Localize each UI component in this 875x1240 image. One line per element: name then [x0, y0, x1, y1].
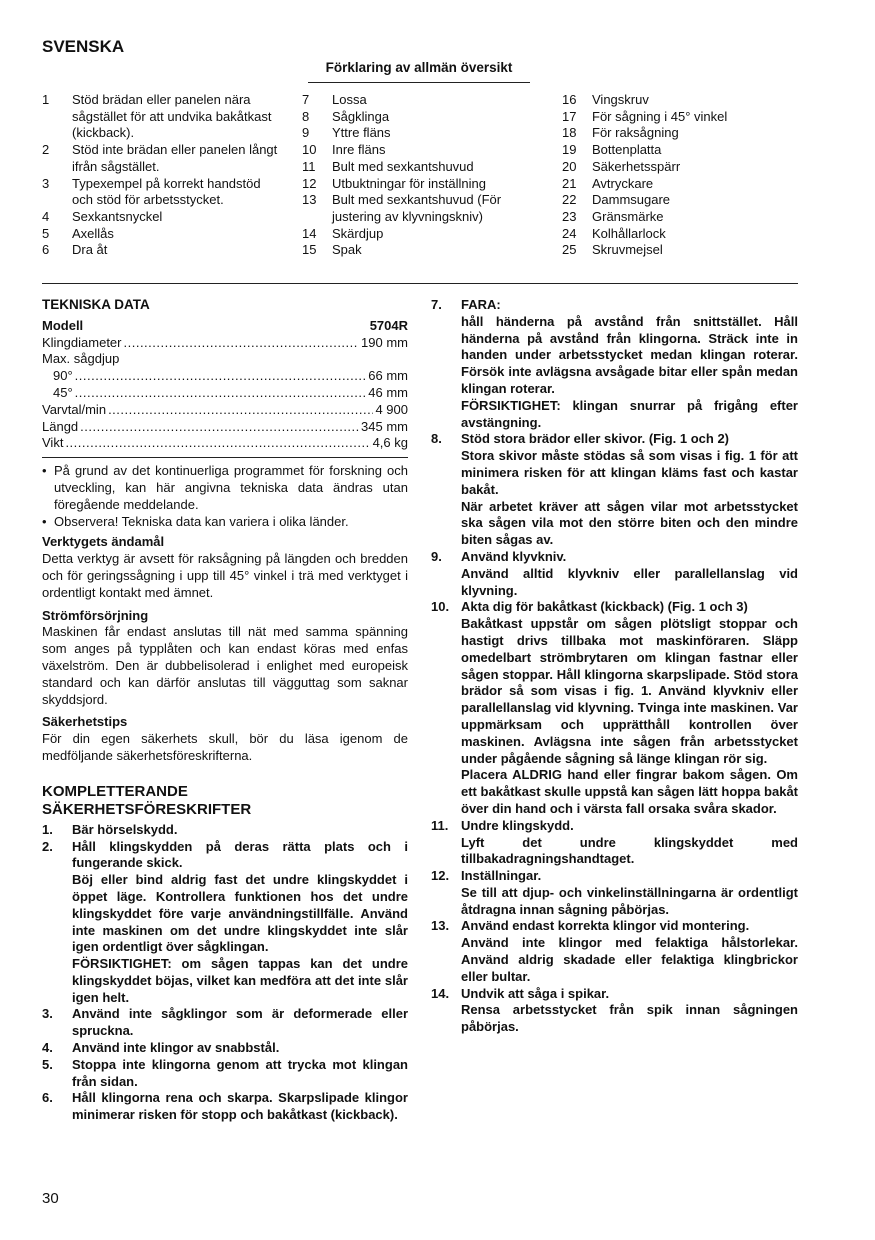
overview-item-text: Vingskruv — [592, 92, 649, 107]
spec-leader-dots — [75, 385, 367, 402]
overview-item — [302, 125, 547, 142]
safety-rule-body — [72, 822, 408, 839]
overview-item — [562, 142, 798, 159]
purpose-text: Detta verktyg är avsett för raksågning på längden och bredden och för geringssågning i upp till 45° vinkel i trä med verktyget i ordentligt kontakt med ämnet. — [42, 551, 408, 600]
safety-rule-number: 14. — [431, 985, 450, 1001]
safety-rule-body — [461, 549, 798, 599]
overview-item-number: 4 — [42, 208, 50, 224]
safety-rule-text: Undre klingskydd. — [461, 817, 574, 833]
overview-item-number: 23 — [562, 208, 577, 224]
safety-rule-body — [72, 1090, 408, 1124]
safety-rule-body — [72, 1006, 408, 1040]
safety-rule-body — [461, 818, 798, 868]
section-divider — [42, 283, 798, 284]
spec-value: 190 mm — [361, 334, 408, 350]
safety-rule-text: När arbetet kräver att sågen vilar mot arbetsstycket ska sågen vila mot den större biten och den mindre biten sågas av. — [461, 498, 798, 548]
safety-rule-text: Använd inte sågklingor som är deformerade eller spruckna. — [72, 1006, 408, 1039]
spec-row — [42, 435, 408, 452]
overview-item — [42, 209, 282, 226]
rules-list-left — [42, 822, 408, 1124]
spec-model-row — [42, 318, 408, 335]
safety-rule-text: Böj eller bind aldrig fast det undre klingskyddet i öppet läge. Kontrollera funktionen hos det undre klingskyddet före varje användningstillfälle. Använd inte maskinen om det undre klingskyddet inte slår igen ordentligt över sågklingan. — [72, 872, 408, 955]
overview-item — [302, 92, 547, 109]
overview-item-number: 19 — [562, 142, 577, 158]
overview-item-text: Axellås — [72, 225, 114, 241]
tech-data-heading: TEKNISKA DATA — [42, 297, 150, 312]
overview-item-text: Stöd inte brädan eller panelen långt ifrån sågstället. — [72, 142, 278, 174]
overview-item-number: 20 — [562, 158, 577, 174]
spec-label: Vikt — [42, 435, 64, 451]
overview-item — [562, 109, 798, 126]
overview-item — [42, 226, 282, 243]
overview-item-text: Inre fläns — [332, 142, 386, 158]
overview-item-number: 12 — [302, 175, 317, 191]
safety-rule-text: Akta dig för bakåtkast (kickback) (Fig. 1 och 3) — [461, 599, 748, 615]
safety-rule-number: 12. — [431, 868, 450, 884]
overview-item-text: Säkerhetsspärr — [592, 158, 681, 174]
safety-rule-text: Stoppa inte klingorna genom att trycka mot klingan från sidan. — [72, 1056, 408, 1089]
safety-rule — [431, 549, 798, 599]
safety-rule-text: Bakåtkast uppstår om sågen plötsligt stoppar och hastigt drivs tillbaka mot maskinföraren. Släpp omedelbart strömbrytaren om klingan fastnar eller sågen stoppar. Håll klingorna skarpslipade. Stöd stora brädor så som visas i fig. 1. Använd klyvkniv eller parallellanslag vid klyvning. Tvinga inte maskinen. Var uppmärksam och upprätthåll kontrollen över maskinen. Avlägsna inte sågen från arbetsstycket under pågående sågning så länge klingan rör sig. — [461, 616, 798, 766]
overview-item-text: Lossa — [332, 92, 367, 107]
overview-item-number: 11 — [302, 158, 316, 174]
overview-item-number: 8 — [302, 108, 310, 124]
safety-rule — [431, 818, 798, 868]
overview-item-number: 24 — [562, 225, 577, 241]
safety-rule — [431, 431, 798, 549]
left-column — [42, 297, 408, 1124]
spec-leader-dots — [65, 435, 370, 452]
bullet-icon: • — [42, 463, 47, 479]
safety-rule-text: Rensa arbetsstycket från spik innan sågningen påbörjas. — [461, 1002, 798, 1035]
spec-leader-dots — [80, 419, 359, 436]
safety-rule-body — [72, 839, 408, 1007]
safety-rule-number: 2. — [42, 838, 53, 854]
tech-note — [42, 463, 408, 513]
safety-rule-text: Stöd stora brädor eller skivor. (Fig. 1 och 2) — [461, 431, 730, 447]
overview-item-text: Spak — [332, 242, 362, 258]
overview-item-number: 25 — [562, 242, 577, 258]
safety-rule-text: Placera ALDRIG hand eller fingrar bakom sågen. Om ett bakåtkast skulle uppstå kan sågen lätt hoppa bakåt över din hand och i värsta fall orsaka svåra skador. — [461, 767, 798, 816]
safety-rule-text: Inställningar. — [461, 868, 542, 884]
overview-item-text: Dammsugare — [592, 192, 671, 208]
spec-value: 66 mm — [368, 368, 408, 384]
spec-value: 46 mm — [368, 384, 408, 400]
overview-item — [302, 109, 547, 126]
overview-item-text: Gränsmärke — [592, 208, 664, 224]
spec-leader-dots — [108, 402, 373, 419]
spec-value: 4,6 kg — [372, 435, 408, 451]
overview-column-3 — [562, 92, 798, 259]
overview-item — [562, 125, 798, 142]
overview-item-text: Bult med sexkantshuvud (För justering av klyvningskniv) — [332, 192, 502, 224]
overview-item — [302, 226, 547, 243]
overview-item-number: 10 — [302, 142, 317, 158]
safety-rule-text: Lyft det undre klingskyddet med tillbakadragningshandtaget. — [461, 834, 798, 867]
overview-item-text: Skruvmejsel — [592, 242, 663, 258]
overview-item — [302, 142, 547, 159]
overview-item-number: 14 — [302, 225, 317, 241]
purpose-heading: Verktygets ändamål — [42, 534, 165, 550]
spec-label: Längd — [42, 418, 79, 434]
overview-item — [562, 159, 798, 176]
right-column — [431, 297, 798, 1036]
safety-rule-body — [461, 918, 798, 985]
spec-row — [42, 419, 408, 436]
safety-rule-text: Använd alltid klyvkniv eller parallellanslag vid klyvning. — [461, 565, 798, 598]
overview-item-text: Bottenplatta — [592, 142, 662, 158]
tech-note-text: Observera! Tekniska data kan variera i olika länder. — [54, 513, 349, 529]
overview-item — [42, 142, 282, 175]
spec-label: 45° — [53, 384, 73, 400]
safety-rule — [431, 297, 798, 431]
safety-rule-text: Använd inte klingor av snabbstål. — [72, 1040, 280, 1056]
safety-rule — [431, 599, 798, 817]
safety-rule-number: 11. — [431, 817, 449, 833]
overview-item-number: 16 — [562, 92, 577, 107]
overview-item-text: Stöd brädan eller panelen nära sågstället för att undvika bakåtkast (kickback). — [72, 92, 272, 141]
overview-item — [302, 192, 547, 225]
safety-rule-text: FÖRSIKTIGHET: klingan snurrar på frigång efter avstängning. — [461, 397, 798, 430]
safety-rule-number: 6. — [42, 1090, 53, 1106]
safety-tips-heading: Säkerhetstips — [42, 714, 128, 730]
overview-item — [302, 159, 547, 176]
safety-rule-body — [72, 1057, 408, 1091]
safety-rule — [431, 918, 798, 985]
overview-item — [42, 176, 282, 209]
overview-item-number: 7 — [302, 92, 310, 107]
page-number: 30 — [42, 1190, 59, 1207]
safety-rule — [431, 986, 798, 1036]
safety-tips-text: För din egen säkerhets skull, bör du läsa igenom de medföljande säkerhetsföreskrifterna. — [42, 731, 408, 763]
spec-row — [42, 351, 408, 368]
overview-item — [42, 242, 282, 259]
overview-item-number: 22 — [562, 192, 577, 208]
safety-rule-number: 4. — [42, 1040, 53, 1056]
overview-item-text: Bult med sexkantshuvud — [332, 158, 474, 174]
safety-rule — [42, 1090, 408, 1124]
overview-item-text: Skärdjup — [332, 225, 384, 241]
safety-rule-text: FÖRSIKTIGHET: om sågen tappas kan det undre klingskyddet böjas, vilket kan medföra att det inte slår igen helt. — [72, 956, 408, 1005]
safety-rule-body — [461, 599, 798, 817]
overview-item-text: Dra åt — [72, 242, 108, 258]
rules-heading-line-1: KOMPLETTERANDE — [42, 782, 188, 800]
safety-rule — [42, 1057, 408, 1091]
overview-title: Förklaring av allmän översikt — [325, 60, 513, 75]
overview-item-number: 13 — [302, 192, 317, 208]
rules-list-right — [431, 297, 798, 1036]
overview-item-number: 15 — [302, 242, 317, 258]
spec-label: 90° — [53, 368, 73, 384]
spec-leader-dots — [75, 368, 367, 385]
tech-note-text: På grund av det kontinuerliga programmet för forskning och utveckling, kan här angivna tekniska data ändras utan föregående meddelande. — [54, 463, 408, 512]
safety-rule-text: Använd klyvkniv. — [461, 548, 567, 564]
spec-value: 4 900 — [375, 401, 408, 417]
spec-label: Varvtal/min — [42, 401, 107, 417]
safety-rule-number: 9. — [431, 548, 442, 564]
overview-item — [562, 226, 798, 243]
spec-leader-dots — [124, 335, 360, 352]
overview-item-number: 2 — [42, 142, 50, 158]
spec-label: Max. sågdjup — [42, 351, 120, 367]
overview-item-text: För raksågning — [592, 125, 679, 141]
safety-rule-body — [461, 868, 798, 918]
spec-row — [42, 385, 408, 402]
safety-rule-text: FARA: — [461, 297, 501, 312]
overview-item-text: Kolhållarlock — [592, 225, 666, 241]
overview-item-number: 21 — [562, 175, 577, 191]
safety-rule-number: 8. — [431, 431, 442, 447]
overview-item-number: 1 — [42, 92, 50, 107]
safety-rule-number: 10. — [431, 599, 450, 615]
language-heading: SVENSKA — [42, 37, 125, 56]
safety-rule-number: 7. — [431, 297, 442, 312]
safety-rule-number: 1. — [42, 821, 53, 837]
overview-item-text: Sexkantsnyckel — [72, 208, 163, 224]
safety-rule-text: Stora skivor måste stödas så som visas i fig. 1 för att minimera risken för att klingan kläms fast och kastar bakåt. — [461, 448, 798, 497]
overview-item-text: Avtryckare — [592, 175, 654, 191]
overview-column-2 — [302, 92, 547, 259]
tech-note — [42, 514, 408, 531]
overview-column-1 — [42, 92, 282, 259]
safety-rule-text: Håll klingorna rena och skarpa. Skarpslipade klingor minimerar risken för stopp och bakåtkast (kickback). — [72, 1090, 408, 1123]
overview-item-number: 6 — [42, 242, 50, 258]
safety-rule — [42, 1040, 408, 1057]
overview-title-underline — [308, 82, 530, 83]
safety-rule-body — [461, 431, 798, 549]
overview-item-number: 18 — [562, 125, 577, 141]
overview-item — [302, 176, 547, 193]
bullet-icon: • — [42, 513, 47, 529]
spec-model-label: Modell — [42, 317, 84, 333]
overview-item-number: 3 — [42, 175, 50, 191]
safety-rule-text: Håll klingskydden på deras rätta plats och i fungerande skick. — [72, 838, 408, 871]
safety-rule-number: 5. — [42, 1056, 53, 1072]
safety-rule — [42, 822, 408, 839]
power-heading: Strömförsörjning — [42, 607, 149, 623]
spec-label: Klingdiameter — [42, 334, 122, 350]
overview-item — [562, 176, 798, 193]
spec-list — [42, 335, 408, 453]
safety-rule-number: 3. — [42, 1006, 53, 1022]
safety-rule — [42, 839, 408, 1007]
overview-item-text: Utbuktningar för inställning — [332, 175, 486, 191]
overview-item-text: Typexempel på korrekt handstöd och stöd för arbetsstycket. — [72, 175, 261, 208]
safety-rule-text: Undvik att såga i spikar. — [461, 985, 610, 1001]
spec-row — [42, 335, 408, 352]
rules-heading-line-2: SÄKERHETSFÖRESKRIFTER — [42, 800, 252, 818]
power-text: Maskinen får endast anslutas till nät med samma spänning som anges på typplåten och kan endast köras med enfas växelström. Den är dubbelisolerad i enlighet med europeisk standard och kan därför anslutas till vägguttag som saknar skyddsjord. — [42, 624, 408, 707]
tech-notes — [42, 463, 408, 530]
spec-row — [42, 368, 408, 385]
overview-item-text: Sågklinga — [332, 108, 390, 124]
overview-item-number: 5 — [42, 225, 50, 241]
safety-rule-text: Använd inte klingor med felaktiga hålstorlekar. Använd aldrig skadade eller felaktiga klingbrickor eller bultar. — [461, 935, 798, 984]
safety-rule-body — [72, 1040, 408, 1057]
overview-item — [42, 92, 282, 142]
overview-item-text: Yttre fläns — [332, 125, 391, 141]
safety-rule-text: Använd endast korrekta klingor vid montering. — [461, 918, 750, 934]
rules-heading — [42, 783, 408, 819]
safety-rule-body — [461, 297, 798, 431]
safety-rule-text: Bär hörselskydd. — [72, 821, 178, 837]
safety-rule-text: Se till att djup- och vinkelinställningarna är ordentligt åtdragna innan sågning påbörjas. — [461, 884, 798, 917]
spec-value: 345 mm — [361, 418, 408, 434]
overview-item — [562, 242, 798, 259]
safety-rule-body — [461, 986, 798, 1036]
spec-divider — [42, 457, 408, 458]
overview-item — [562, 192, 798, 209]
safety-rule — [431, 868, 798, 918]
overview-item — [562, 92, 798, 109]
safety-rule-number: 13. — [431, 918, 450, 934]
spec-row — [42, 402, 408, 419]
overview-item-number: 17 — [562, 108, 577, 124]
overview-item-text: För sågning i 45° vinkel — [592, 108, 728, 124]
safety-rule-text: håll händerna på avstånd från snittstället. Håll händerna på avstånd från klingorna. Sträck inte in handen under arbetsstycket medan klingan roterar. Försök inte avlägsna avsågade bitar eller spån medan klingan roterar. — [461, 313, 798, 396]
safety-rule — [42, 1006, 408, 1040]
spec-model-value: 5704R — [369, 317, 408, 333]
overview-item-number: 9 — [302, 125, 310, 141]
overview-item — [302, 242, 547, 259]
overview-item — [562, 209, 798, 226]
